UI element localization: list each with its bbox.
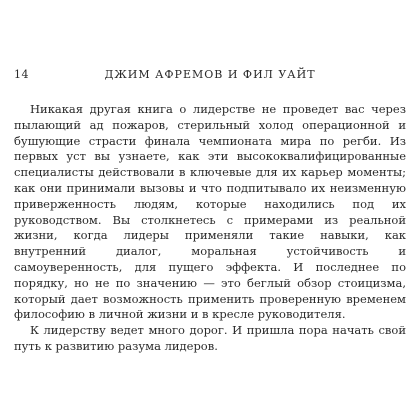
running-head [14,68,406,84]
paragraph-1: Никакая другая книга о лидерстве не проведет вас через пылающий ад пожаров, стерильный холод операционной и бушующие страсти финала чемпионата мира по регби. Из первых уст вы узнаете, как эти высококвалифицированные специалисты действовали в ключевые для их карьер моменты; как они принимали вызовы и что подпитывало их неизменную приверженность людям, которые находились под их руководством. Вы столкнетесь с примерами из реальной жизни, когда лидеры применяли такие навыки, как внутренний диалог, моральная устойчивость и самоуверенность, для пущего эффекта. И последнее по порядку, но не по значению — это беглый обзор стоицизма, который дает возможность применить проверенную временем философию в личной жизни и в кресле руководителя. [14,102,406,322]
paragraph-2: К лидерству ведет много дорог. И пришла пора начать свой путь к развитию разума лидеров. [14,323,406,353]
body-text [14,102,406,355]
header-authors: ДЖИМ АФРЕМОВ И ФИЛ УАЙТ [104,68,316,81]
page-number: 14 [14,68,29,81]
